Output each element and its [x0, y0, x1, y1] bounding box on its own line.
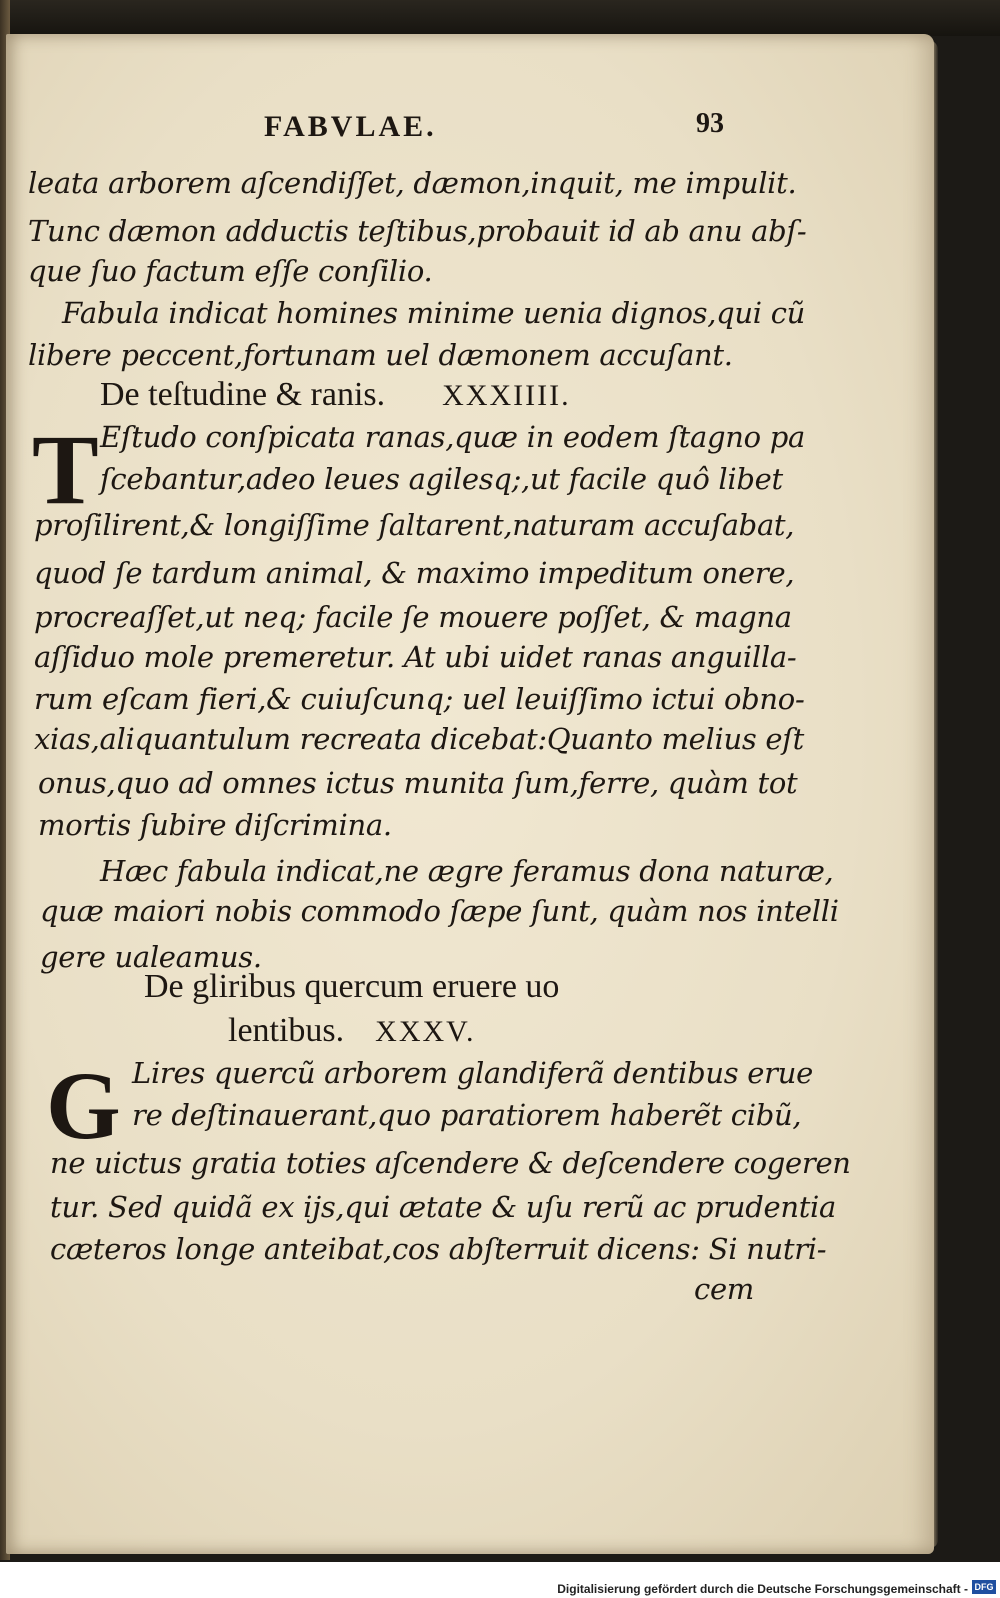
text-line: xias,aliquantulum recreata dicebat:Quanto melius eſt	[34, 722, 805, 756]
text-line: re deſtinauerant,quo paratiorem haberẽt cibũ,	[132, 1098, 802, 1132]
moral-line: libere peccent,fortunam uel dæmonem accuſant.	[28, 338, 733, 372]
text-line: quod ſe tardum animal, & maximo impeditum onere,	[34, 556, 795, 590]
text-line: leata arborem aſcendiſſet, dæmon,inquit, me impulit.	[28, 166, 797, 200]
fable-heading: De gliribus quercum eruere uo	[144, 968, 560, 1005]
fable-number: XXXV.	[375, 1015, 476, 1048]
digitization-credit: Digitalisierung gefördert durch die Deutsche Forschungsgemeinschaft -	[557, 1582, 968, 1596]
fable-heading	[100, 376, 571, 414]
text-line: Tunc dæmon adductis teſtibus,probauit id ab anu abſ-	[28, 214, 807, 248]
text-line: Lires quercũ arborem glandiferã dentibus erue	[132, 1056, 813, 1090]
text-line: rum eſcam fieri,& cuiuſcunq; uel leuiſſimo ictui obno-	[34, 682, 805, 716]
drop-cap: T	[32, 414, 99, 525]
moral-line: quæ maiori nobis commodo ſæpe ſunt, quàm nos intelli	[40, 894, 839, 928]
page-number: 93	[696, 108, 724, 139]
fable-title: lentibus.	[228, 1012, 345, 1049]
fable-title: De teſtudine & ranis.	[100, 376, 386, 413]
text-line: tur. Sed quidã ex ijs,qui ætate & uſu rerũ ac prudentia	[50, 1190, 837, 1224]
running-title: FABVLAE.	[264, 110, 437, 143]
text-line: proſilirent,& longiſſime ſaltarent,naturam accuſabat,	[34, 508, 795, 542]
fable-heading	[228, 1012, 475, 1050]
moral-line: Hæc fabula indicat,ne ægre feramus dona naturæ,	[100, 854, 834, 888]
text-line: procreaſſet,ut neq; facile ſe mouere poſſet, & magna	[34, 600, 792, 634]
text-line: ne uictus gratia toties aſcendere & deſcendere cogeren	[50, 1146, 851, 1180]
text-line: Eſtudo conſpicata ranas,quæ in eodem ſtagno pa	[100, 420, 805, 454]
text-line: aſſiduo mole premeretur. At ubi uidet ranas anguilla-	[34, 640, 797, 674]
drop-cap: G	[46, 1052, 121, 1159]
dfg-logo: DFG	[972, 1580, 996, 1594]
moral-line: Fabula indicat homines minime uenia dignos,qui cũ	[62, 296, 806, 330]
text-line: cæteros longe anteibat,cos abſterruit dicens: Si nutri-	[50, 1232, 827, 1266]
text-line: onus,quo ad omnes ictus munita ſum,ferre, quàm tot	[38, 766, 798, 800]
fable-number: XXXIIII.	[442, 379, 571, 412]
text-line: mortis ſubire diſcrimina.	[38, 808, 392, 842]
moral-line: gere ualeamus.	[40, 940, 262, 974]
catchword: cem	[694, 1272, 755, 1306]
text-line: ſcebantur,adeo leues agilesq;,ut facile quô libet	[100, 462, 783, 496]
text-line: que ſuo factum eſſe conſilio.	[28, 254, 433, 288]
scan-background-top	[0, 0, 1000, 36]
